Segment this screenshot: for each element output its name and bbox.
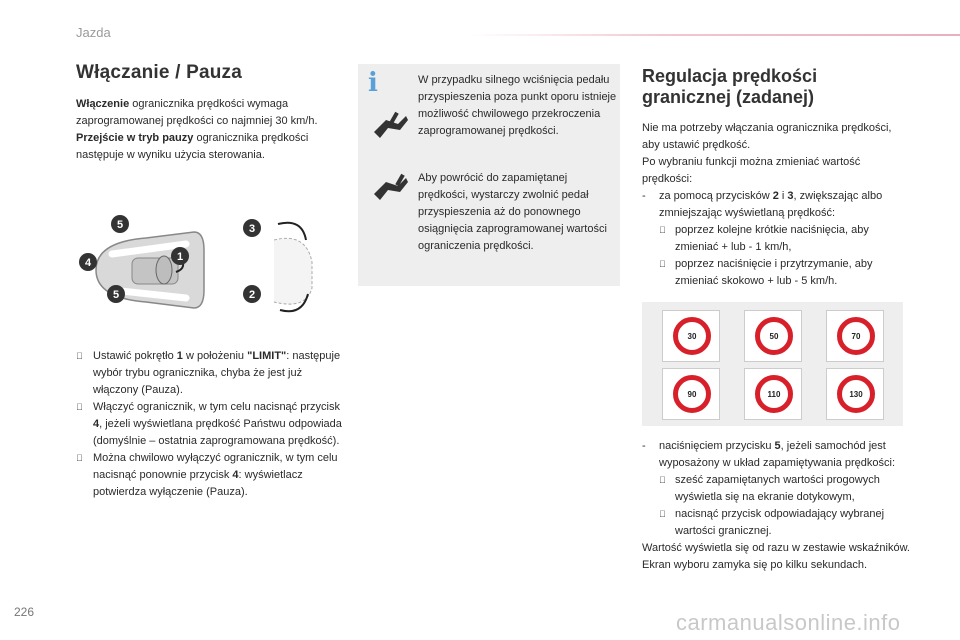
memory-option-button5: - naciśnięciem przycisku 5, jeżeli samochód jest wyposażony w układ zapamiętywania prędkości: [642,440,896,469]
checkbox-bullet-icon [76,399,83,416]
memory-paragraph-display: Wartość wyświetla się od razu w zestawie wskaźników. [642,542,910,554]
speed-sign-110: 110 [744,368,802,420]
memory-instructions [642,438,912,574]
checkbox-bullet-icon [76,450,83,467]
intro-text-1: ogranicznika prędkości wymaga zaprogramowanej prędkości co najmniej 30 km/h. [76,98,318,127]
info-text-return: Aby powrócić do zapamiętanej prędkości, wystarczy zwolnić pedał przyspieszenia aż do ponownego osiągnięcia zaprogramowanej wartości ograniczenia prędkości. [418,172,607,252]
svg-text:2: 2 [248,289,256,301]
adjust-suboption-short-press: poprzez kolejne krótkie naciśnięcia, aby zmieniać + lub - 1 km/h, [642,222,910,256]
info-text-overpress: W przypadku silnego wciśnięcia pedału przyspieszenia poza punkt oporu istnieje możliwość chwilowego przekroczenia zaprogramowanej prędkości. [418,74,617,137]
intro-text-2: ogranicznika prędkości następuje w wyniku użycia sterowania. [76,132,309,161]
svg-text:5: 5 [112,289,120,301]
memory-suboption-six-values: sześć zapamiętanych wartości progowych wyświetla się na ekranie dotykowym, [642,472,912,506]
page-number: 226 [14,605,35,619]
checkbox-bullet-icon [659,256,666,273]
section-title-enable-pause: Włączanie / Pauza [76,62,243,83]
svg-text:4: 4 [84,257,92,269]
instruction-item-1: Ustawić pokrętło 1 w położeniu "LIMIT": następuje wybór trybu ogranicznika, chyba że jest już włączony (Pauza). [76,348,344,399]
checkbox-bullet-icon [659,222,666,239]
header-divider [470,34,960,36]
info-box [358,64,620,286]
memory-suboption-press: nacisnąć przycisk odpowiadający wybranej wartości granicznej. [642,506,912,540]
adjust-paragraph-2: Po wybraniu funkcji można zmieniać wartość prędkości: [642,156,861,185]
speed-sign-70: 70 [826,310,884,362]
checkbox-bullet-icon [659,506,666,523]
intro-paragraph [76,96,346,164]
adjust-option-buttons: - za pomocą przycisków 2 i 3, zwiększając albo zmniejszając wyświetlaną prędkość: [642,190,883,219]
section-header: Jazda [76,25,111,40]
foot-pressing-pedal-icon [372,110,410,140]
checkbox-bullet-icon [659,472,666,489]
svg-text:5: 5 [116,219,124,231]
instruction-item-3: Można chwilowo wyłączyć ogranicznik, w tym celu nacisnąć ponownie przycisk 4: wyświetlacz potwierdza wyłączenie (Pauza). [76,450,344,501]
checkbox-bullet-icon [76,348,83,365]
instruction-list [76,348,344,501]
adjust-paragraph-1: Nie ma potrzeby włączania ogranicznika prędkości, aby ustawić prędkość. [642,122,892,151]
foot-releasing-pedal-icon [372,172,410,202]
speed-sign-50: 50 [744,310,802,362]
speed-sign-130: 130 [826,368,884,420]
info-icon: i [368,68,378,98]
intro-bold-pause: Przejście w tryb pauzy [76,132,194,144]
speed-sign-30: 30 [662,310,720,362]
svg-text:3: 3 [248,223,256,235]
intro-bold-enable: Włączenie [76,98,130,110]
steering-control-diagram [76,210,346,330]
adjust-suboption-long-press: poprzez naciśnięcie i przytrzymanie, aby zmieniać skokowo + lub - 5 km/h. [642,256,910,290]
memory-paragraph-close: Ekran wyboru zamyka się po kilku sekundach. [642,559,867,571]
section-title-adjust-speed: Regulacja prędkości granicznej (zadanej) [642,66,818,107]
speed-sign-90: 90 [662,368,720,420]
instruction-item-2: Włączyć ogranicznik, w tym celu nacisnąć przycisk 4, jeżeli wyświetlana prędkość Państwu odpowiada (domyślnie – ostatnia zaprogramowana prędkość). [76,399,344,450]
watermark: carmanualsonline.info [676,610,901,635]
svg-text:1: 1 [176,251,184,263]
speed-sign-grid [642,302,903,426]
adjust-instructions [642,120,910,290]
